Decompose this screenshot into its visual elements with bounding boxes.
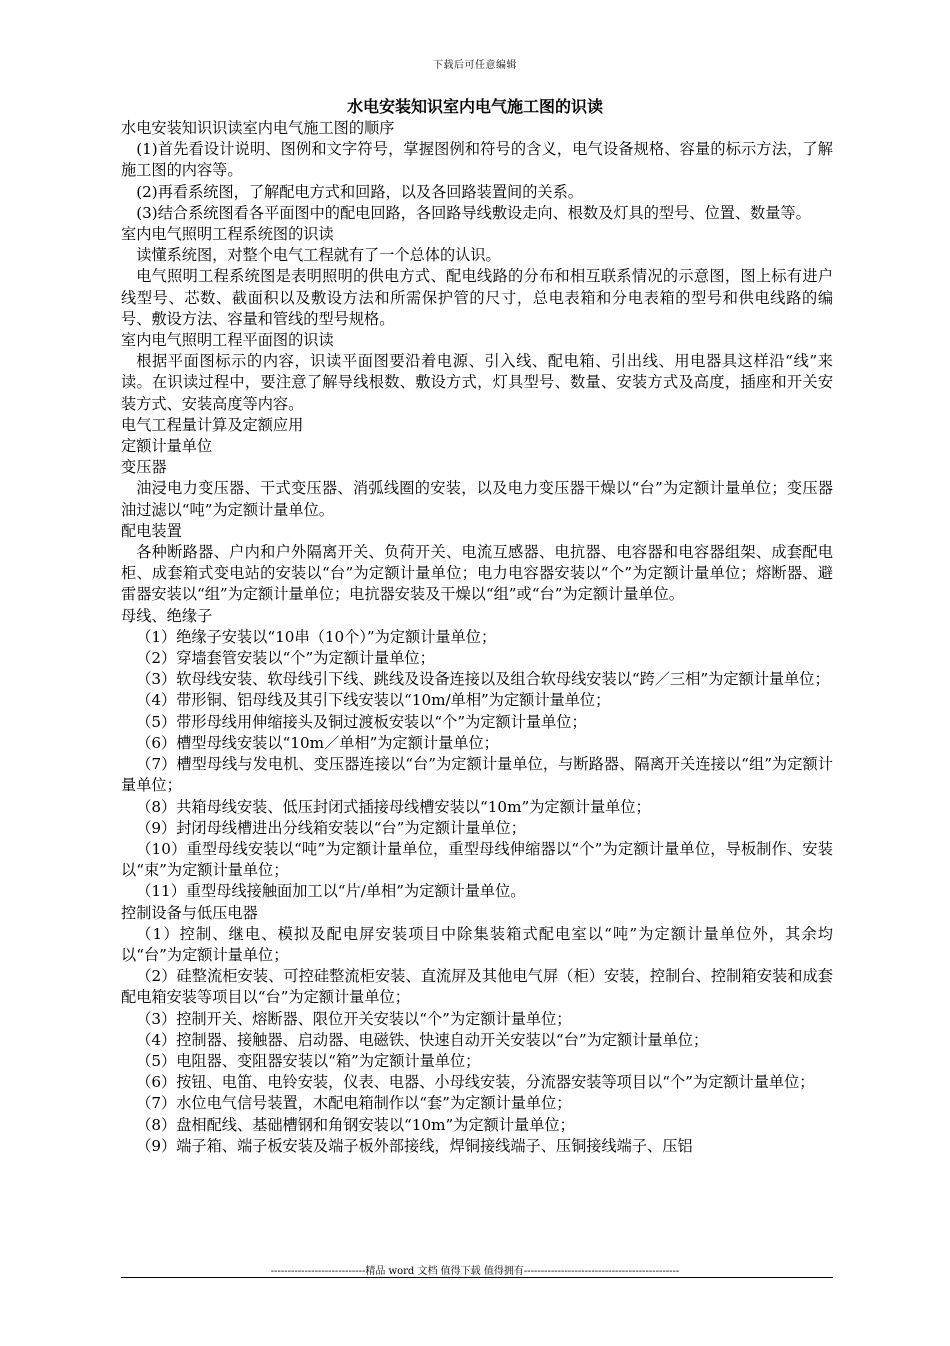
section-heading: 母线、绝缘子 [121,606,213,625]
list-item: （1）绝缘子安装以“10串（10个）”为定额计量单位； [136,627,497,646]
footer-text: ----------------------------精品 word 文档 值得下载 值得拥有---------------------------------------------- [270,1266,680,1277]
list-item: （3）控制开关、熔断器、限位开关安装以“个”为定额计量单位； [136,1009,572,1028]
list-item: （9）封闭母线槽进出分线箱安装以“台”为定额计量单位； [136,818,526,837]
list-item: （1）控制、继电、模拟及配电屏安装项目中除集装箱式配电室以“吨”为定额计量单位外，其余均以“台”为定额计量单位； [121,924,833,964]
section-heading: 变压器 [121,458,167,477]
section-heading: 定额计量单位 [121,437,213,456]
paragraph: 读懂系统图，对整个电气工程就有了一个总体的认识。 [136,246,501,265]
section-heading: 室内电气照明工程系统图的识读 [121,225,334,244]
section-heading: 电气工程量计算及定额应用 [121,415,304,434]
paragraph: (2)再看系统图，了解配电方式和回路，以及各回路装置间的关系。 [136,182,583,201]
list-item: （8）盘相配线、基础槽钢和角钢安装以“10m”为定额计量单位； [136,1115,575,1134]
footer-divider [121,1277,833,1278]
paragraph: (3)结合系统图看各平面图中的配电回路，各回路导线敷设走向、根数及灯具的型号、位置、数量等。 [136,203,811,222]
paragraph: 各种断路器、户内和户外隔离开关、负荷开关、电流互感器、电抗器、电容器和电容器组架、成套配电柜、成套箱式变电站的安装以“台”为定额计量单位；电力电容器安装以“个”为定额计量单位；熔断器、避雷器安装以“组”为定额计量单位；电抗器安装及干燥以“组”或“台”为定额计量单位。 [121,543,833,604]
list-item: （9）端子箱、端子板安装及端子板外部接线，焊铜接线端子、压铜接线端子、压铝 [136,1136,693,1155]
section-heading: 室内电气照明工程平面图的识读 [121,331,334,350]
list-item: （6）槽型母线安装以“10m／单相”为定额计量单位； [136,733,499,752]
list-item: （4）控制器、接触器、启动器、电磁铁、快速自动开关安装以“台”为定额计量单位； [136,1030,709,1049]
list-item: （10）重型母线安装以“吨”为定额计量单位，重型母线伸缩器以“个”为定额计量单位，导板制作、安装以“束”为定额计量单位； [121,839,833,880]
paragraph: 根据平面图标示的内容，识读平面图要沿着电源、引入线、配电箱、引出线、用电器具这样沿“线”来读。在识读过程中，要注意了解导线根数、敷设方式，灯具型号、数量、安装方式及高度，插座和开关安装方式、安装高度等内容。 [121,352,833,413]
section-heading: 配电装置 [121,521,182,540]
header-note: 下载后可任意编辑 [433,60,517,71]
section-heading: 控制设备与低压电器 [121,903,258,922]
list-item: （11）重型母线接触面加工以“片/单相”为定额计量单位。 [136,882,526,901]
list-item: （2）穿墙套管安装以“个”为定额计量单位； [136,649,435,668]
section-heading: 水电安装知识识读室内电气施工图的顺序 [121,119,395,137]
document-title: 水电安装知识室内电气施工图的识读 [346,97,603,116]
list-item: （5）电阻器、变阻器安装以“箱”为定额计量单位； [136,1051,481,1070]
list-item: （2）硅整流柜安装、可控硅整流柜安装、直流屏及其他电气屏（柜）安装，控制台、控制箱安装和成套配电箱安装等项目以“台”为定额计量单位； [121,967,833,1007]
list-item: （4）带形铜、铝母线及其引下线安装以“10m/单相”为定额计量单位； [136,691,611,710]
list-item: （7）槽型母线与发电机、变压器连接以“台”为定额计量单位，与断路器、隔离开关连接以“组”为定额计量单位； [121,755,833,795]
list-item: （5）带形母线用伸缩接头及铜过渡板安装以“个”为定额计量单位； [136,712,587,731]
paragraph: 油浸电力变压器、干式变压器、消弧线圈的安装，以及电力变压器干燥以“台”为定额计量单位；变压器油过滤以“吨”为定额计量单位。 [121,479,833,519]
paragraph: (1)首先看设计说明、图例和文字符号，掌握图例和符号的含义，电气设备规格、容量的标示方法，了解施工图的内容等。 [121,140,833,180]
list-item: （8）共箱母线安装、低压封闭式插接母线槽安装以“10m”为定额计量单位； [136,797,651,816]
list-item: （7）水位电气信号装置，木配电箱制作以“套”为定额计量单位； [136,1094,572,1113]
paragraph: 电气照明工程系统图是表明照明的供电方式、配电线路的分布和相互联系情况的示意图，图上标有进户线型号、芯数、截面积以及敷设方法和所需保护管的尺寸，总电表箱和分电表箱的型号和供电线路的编号、敷设方法、容量和管线的型号规格。 [121,267,833,328]
list-item: （3）软母线安装、软母线引下线、跳线及设备连接以及组合软母线安装以“跨／三相”为定额计量单位； [136,670,830,689]
list-item: （6）按钮、电笛、电铃安装，仪表、电器、小母线安装，分流器安装等项目以“个”为定额计量单位； [136,1073,815,1092]
document-body [121,118,833,1157]
